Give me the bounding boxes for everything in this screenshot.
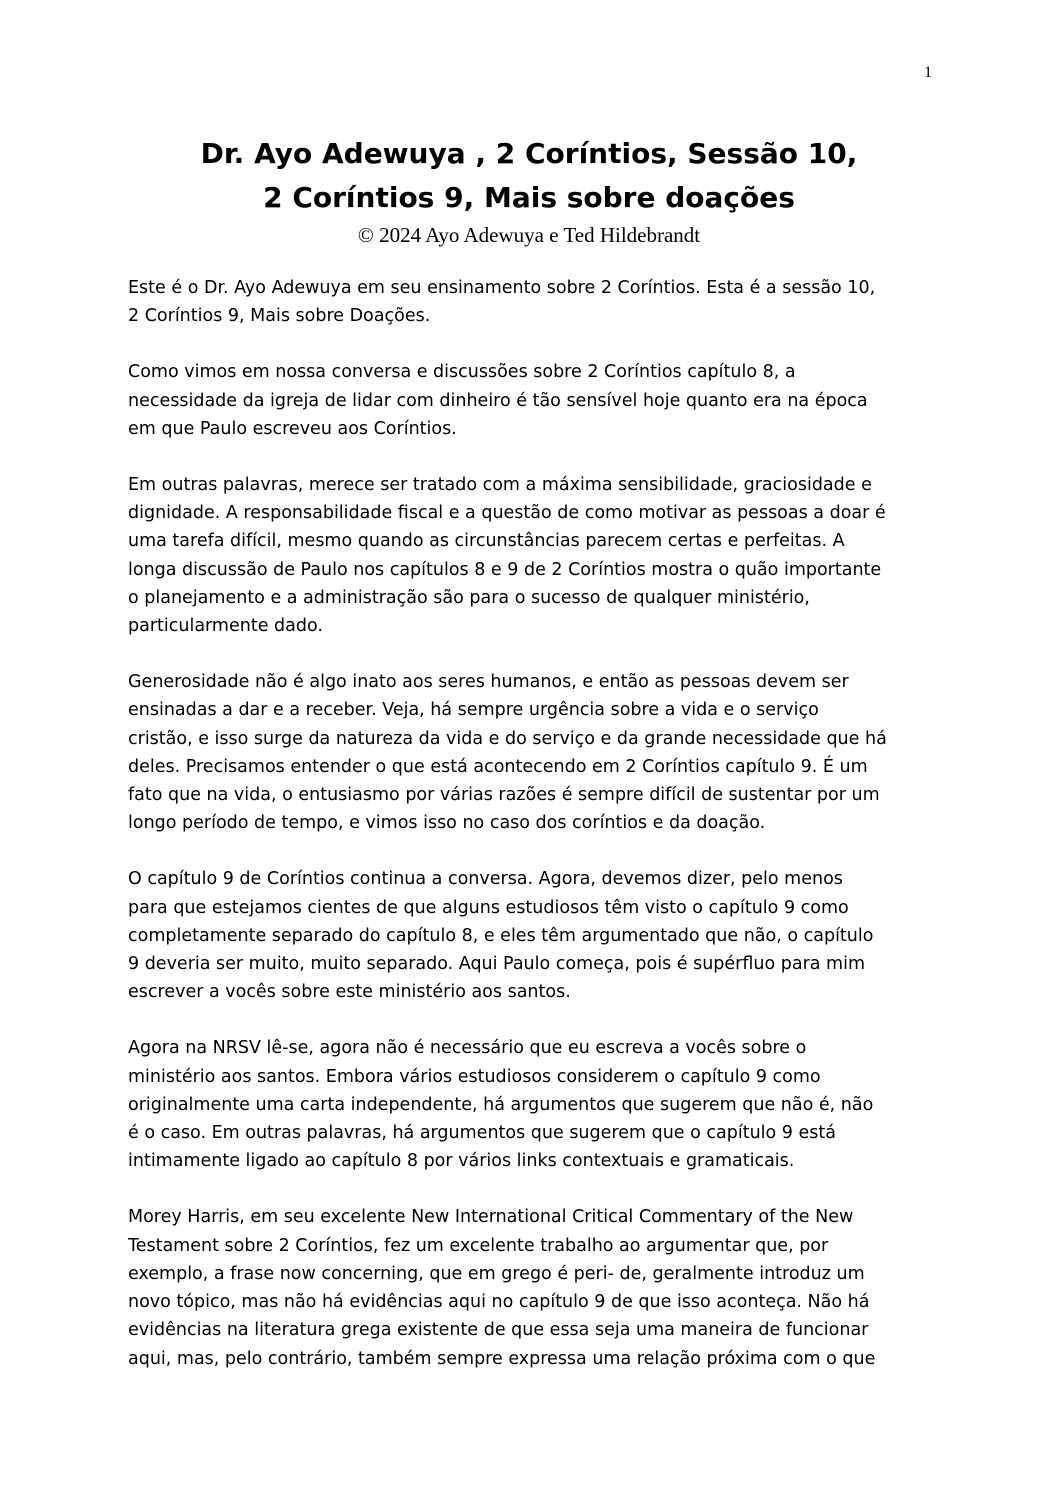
paragraph: [128, 274, 938, 330]
paragraph-line: ensinadas a dar e a receber. Veja, há sempre urgência sobre a vida e o serviço: [128, 700, 819, 721]
paragraph-line: evidências na literatura grega existente de que essa seja uma maneira de funcionar: [128, 1320, 869, 1341]
paragraph-line: particularmente dado.: [128, 616, 323, 637]
paragraph: [128, 865, 938, 1006]
copyright-notice: © 2024 Ayo Adewuya e Ted Hildebrandt: [357, 223, 701, 247]
paragraph-line: cristão, e isso surge da natureza da vida e do serviço e da grande necessidade que há: [128, 728, 887, 749]
paragraph-line: aqui, mas, pelo contrário, também sempre expressa uma relação próxima com o que: [128, 1348, 876, 1369]
paragraph-line: escrever a vocês sobre este ministério aos santos.: [128, 982, 571, 1003]
paragraph-line: exemplo, a frase now concerning, que em grego é peri- de, geralmente introduz um: [128, 1263, 865, 1284]
paragraph-line: fato que na vida, o entusiasmo por várias razões é sempre difícil de sustentar por um: [128, 785, 880, 806]
page-number: 1: [924, 64, 932, 81]
paragraph-line: para que estejamos cientes de que alguns estudiosos têm visto o capítulo 9 como: [128, 897, 849, 918]
document-title: [0, 132, 1058, 220]
paragraph: [128, 1034, 938, 1175]
paragraph-line: ministério aos santos. Embora vários estudiosos considerem o capítulo 9 como: [128, 1066, 821, 1087]
title-line-2: 2 Coríntios 9, Mais sobre doações: [263, 181, 795, 214]
paragraph-line: Em outras palavras, merece ser tratado com a máxima sensibilidade, graciosidade e: [128, 475, 872, 496]
paragraph-line: longa discussão de Paulo nos capítulos 8 e 9 de 2 Coríntios mostra o quão importante: [128, 559, 882, 580]
paragraph: [128, 1203, 938, 1372]
paragraph: [128, 358, 938, 443]
paragraph-line: originalmente uma carta independente, há argumentos que sugerem que não é, não: [128, 1094, 874, 1115]
paragraph: [128, 668, 938, 837]
paragraph-line: longo período de tempo, e vimos isso no caso dos coríntios e da doação.: [128, 813, 766, 834]
paragraph-line: deles. Precisamos entender o que está acontecendo em 2 Coríntios capítulo 9. É um: [128, 756, 868, 777]
paragraph-line: o planejamento e a administração são para o sucesso de qualquer ministério,: [128, 587, 810, 608]
paragraph-line: O capítulo 9 de Coríntios continua a conversa. Agora, devemos dizer, pelo menos: [128, 869, 843, 890]
paragraph-line: Testament sobre 2 Coríntios, fez um excelente trabalho ao argumentar que, por: [128, 1235, 829, 1256]
paragraph-line: dignidade. A responsabilidade fiscal e a questão de como motivar as pessoas a doar é: [128, 503, 886, 524]
paragraph-line: é o caso. Em outras palavras, há argumentos que sugerem que o capítulo 9 está: [128, 1123, 836, 1144]
title-line-1: Dr. Ayo Adewuya , 2 Coríntios, Sessão 10,: [200, 137, 858, 170]
paragraph-line: em que Paulo escreveu aos Coríntios.: [128, 418, 457, 439]
document-body: [128, 274, 938, 1401]
paragraph-line: 2 Coríntios 9, Mais sobre Doações.: [128, 306, 431, 327]
paragraph-line: completamente separado do capítulo 8, e eles têm argumentado que não, o capítulo: [128, 925, 874, 946]
paragraph-line: necessidade da igreja de lidar com dinheiro é tão sensível hoje quanto era na época: [128, 390, 868, 411]
paragraph-line: 9 deveria ser muito, muito separado. Aqui Paulo começa, pois é supérfluo para mim: [128, 954, 866, 975]
paragraph-line: uma tarefa difícil, mesmo quando as circunstâncias parecem certas e perfeitas. A: [128, 531, 845, 552]
paragraph-line: Este é o Dr. Ayo Adewuya em seu ensinamento sobre 2 Coríntios. Esta é a sessão 10,: [128, 278, 876, 298]
paragraph-line: Agora na NRSV lê-se, agora não é necessário que eu escreva a vocês sobre o: [128, 1038, 807, 1059]
paragraph-line: novo tópico, mas não há evidências aqui no capítulo 9 de que isso aconteça. Não há: [128, 1292, 870, 1313]
paragraph-line: Generosidade não é algo inato aos seres humanos, e então as pessoas devem ser: [128, 672, 849, 693]
paragraph-line: Morey Harris, em seu excelente New International Critical Commentary of the New: [128, 1207, 854, 1228]
paragraph: [128, 471, 938, 640]
paragraph-line: intimamente ligado ao capítulo 8 por vários links contextuais e gramaticais.: [128, 1151, 795, 1172]
paragraph-line: Como vimos em nossa conversa e discussões sobre 2 Coríntios capítulo 8, a: [128, 362, 796, 383]
